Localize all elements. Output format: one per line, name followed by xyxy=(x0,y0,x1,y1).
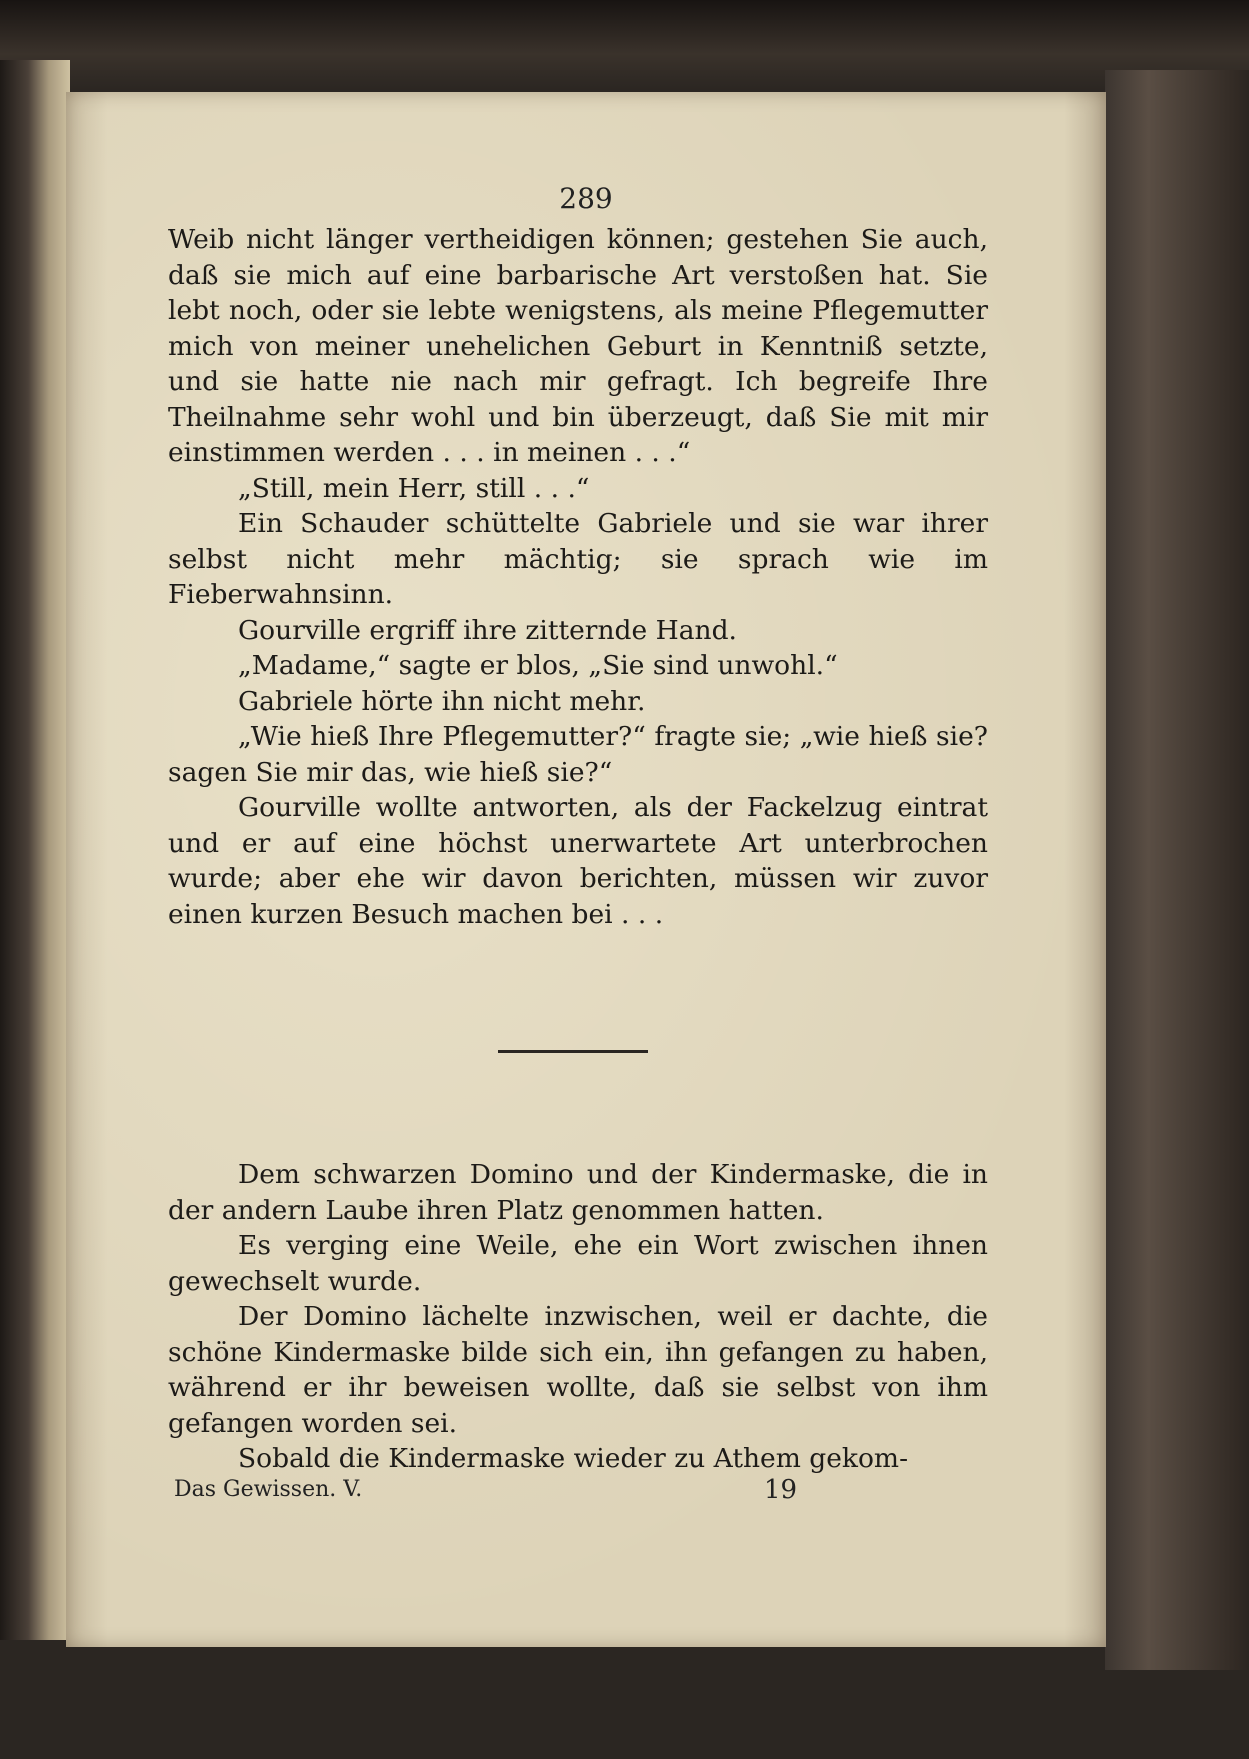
paragraph: Sobald die Kindermaske wieder zu Athem gekom- xyxy=(238,1443,909,1474)
paragraph: Gourville ergriff ihre zitternde Hand. xyxy=(238,614,737,646)
paragraph: Der Domino lächelte inzwischen, weil er dachte, die schöne Kindermaske bilde sich ein, ihn gefangen zu haben, während er ihr beweisen wollte, daß sie selbst von ihm gefangen worden sei. xyxy=(168,1301,988,1439)
text-block-top xyxy=(168,222,988,932)
book-page xyxy=(66,92,1106,1647)
book-cover-right xyxy=(1105,70,1249,1670)
page-number: 289 xyxy=(559,182,613,215)
paragraph: Dem schwarzen Domino und der Kindermaske, die in der andern Laube ihren Platz genommen hatten. xyxy=(168,1159,988,1226)
paragraph: „Madame,“ sagte er blos, „Sie sind unwohl.“ xyxy=(238,650,838,681)
paragraph: „Still, mein Herr, still . . .“ xyxy=(238,472,590,504)
signature-mark: 19 xyxy=(764,1475,798,1505)
footer-title: Das Gewissen. V. xyxy=(174,1477,363,1502)
paragraph: „Wie hieß Ihre Pflegemutter?“ fragte sie; „wie hieß sie? sagen Sie mir das, wie hieß sie?“ xyxy=(168,721,988,788)
text-block-bottom xyxy=(168,1157,988,1477)
book-spine-edge xyxy=(0,60,70,1640)
paragraph: Es verging eine Weile, ehe ein Wort zwischen ihnen gewechselt wurde. xyxy=(168,1230,988,1297)
book-cover-top xyxy=(0,0,1249,90)
paragraph: Weib nicht länger vertheidigen können; gestehen Sie auch, daß sie mich auf eine barbarische Art verstoßen hat. Sie lebt noch, oder sie lebte wenigstens, als meine Pflegemutter mich von meiner unehelichen Geburt in Kenntniß setzte, und sie hatte nie nach mir gefragt. Ich begreife Ihre Theilnahme sehr wohl und bin überzeugt, daß Sie mit mir einstimmen werden . . . in meinen . . .“ xyxy=(168,224,988,468)
paragraph: Gabriele hörte ihn nicht mehr. xyxy=(238,685,646,717)
paragraph: Gourville wollte antworten, als der Fackelzug eintrat und er auf eine höchst unerwartete Art unterbrochen wurde; aber ehe wir davon berichten, müssen wir zuvor einen kurzen Besuch machen bei . . . xyxy=(168,792,988,930)
section-separator xyxy=(498,1050,648,1053)
paragraph: Ein Schauder schüttelte Gabriele und sie war ihrer selbst nicht mehr mächtig; sie sprach wie im Fieberwahnsinn. xyxy=(168,508,988,610)
